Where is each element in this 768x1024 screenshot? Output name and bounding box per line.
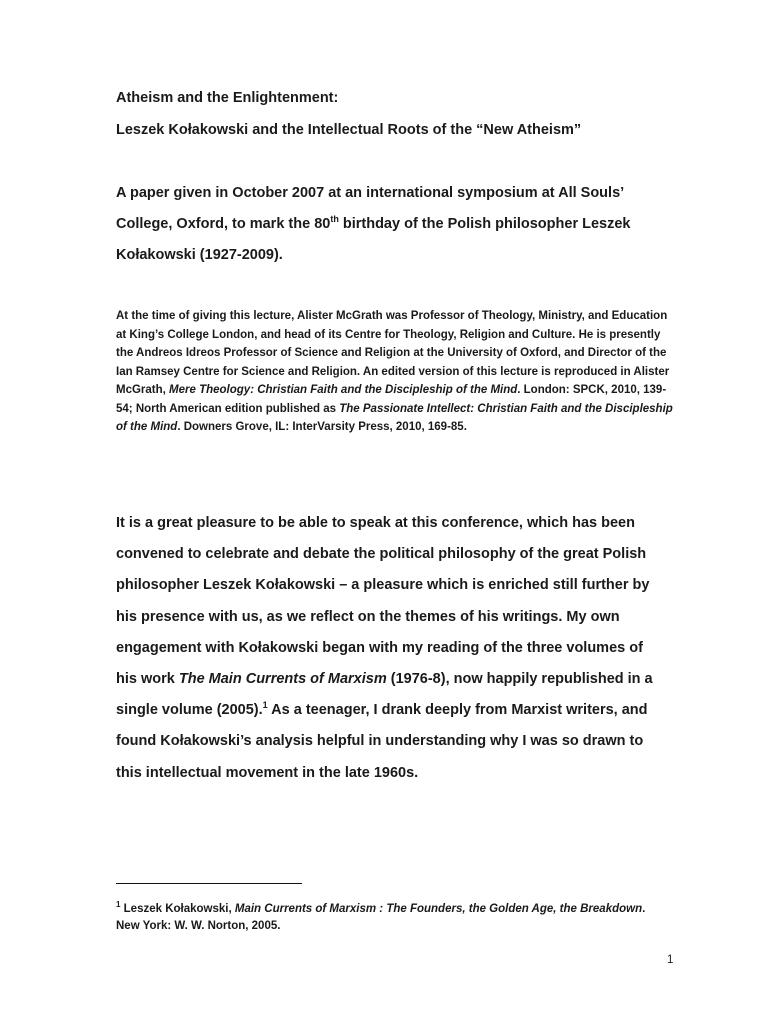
intro-paragraph — [116, 178, 636, 271]
intro-superscript: th — [330, 214, 339, 225]
footnote-title: Main Currents of Marxism : The Founders, the Golden Age, the Breakdown — [234, 903, 643, 915]
footnote-publication: . New York: W. W. Norton, 2005. — [116, 903, 646, 932]
page-number: 1 — [667, 954, 674, 966]
body-book-title: The Main Currents of Marxism — [178, 671, 387, 688]
body-text-2: (1976-8), now happily republished in a single volume (2005). — [116, 671, 653, 719]
footnote-separator — [116, 883, 302, 884]
body-text-1: It is a great pleasure to be able to speak at this conference, which has been convened to celebrate and debate the political philosophy of the great Polish philosopher Leszek Kołakowski – a pleasure which is enriched still further by his presence with us, as we reflect on the themes of his writings. My own engagement with Kołakowski began with my reading of the three volumes of his work — [116, 515, 650, 688]
footnote-author: Leszek Kołakowski, — [120, 903, 235, 915]
note-book-title-2: The Passionate Intellect: Christian Faith and the Discipleship of the Mind — [116, 402, 673, 433]
title-line-2: Leszek Kołakowski and the Intellectual Roots of the “New Atheism” — [116, 122, 582, 138]
intro-text-1: A paper given in October 2007 at an international symposium at All Souls’ College, Oxford, to mark the 80 — [116, 185, 624, 232]
body-text-3: As a teenager, I drank deeply from Marxist writers, and found Kołakowski’s analysis helpful in understanding why I was so drawn to this intellectual movement in the late 1960s. — [116, 702, 648, 781]
note-text-2: . London: SPCK, 2010, 139-54; North American edition published as — [116, 384, 667, 415]
footnote-marker: 1 — [116, 900, 121, 910]
footnote-reference[interactable]: 1 — [262, 700, 268, 711]
author-note — [116, 307, 676, 437]
note-text-1: At the time of giving this lecture, Alister McGrath was Professor of Theology, Ministry, and Education at King’s College London, and head of its Centre for Theology, Religion and Culture. He is presently the Andreos Idreos Professor of Science and Religion at the University of Oxford, and Director of the Ian Ramsey Centre for Science and Religion. An edited version of this lecture is reproduced in Alister McGrath, — [116, 310, 670, 396]
footnote — [116, 901, 656, 935]
note-book-title-1: Mere Theology: Christian Faith and the Discipleship of the Mind — [169, 384, 518, 396]
title-line-1: Atheism and the Enlightenment: — [116, 90, 339, 106]
body-paragraph — [116, 508, 656, 789]
note-text-3: . Downers Grove, IL: InterVarsity Press, 2010, 169-85. — [177, 421, 467, 433]
intro-text-2: birthday of the Polish philosopher Leszek Kołakowski (1927-2009). — [116, 216, 631, 263]
